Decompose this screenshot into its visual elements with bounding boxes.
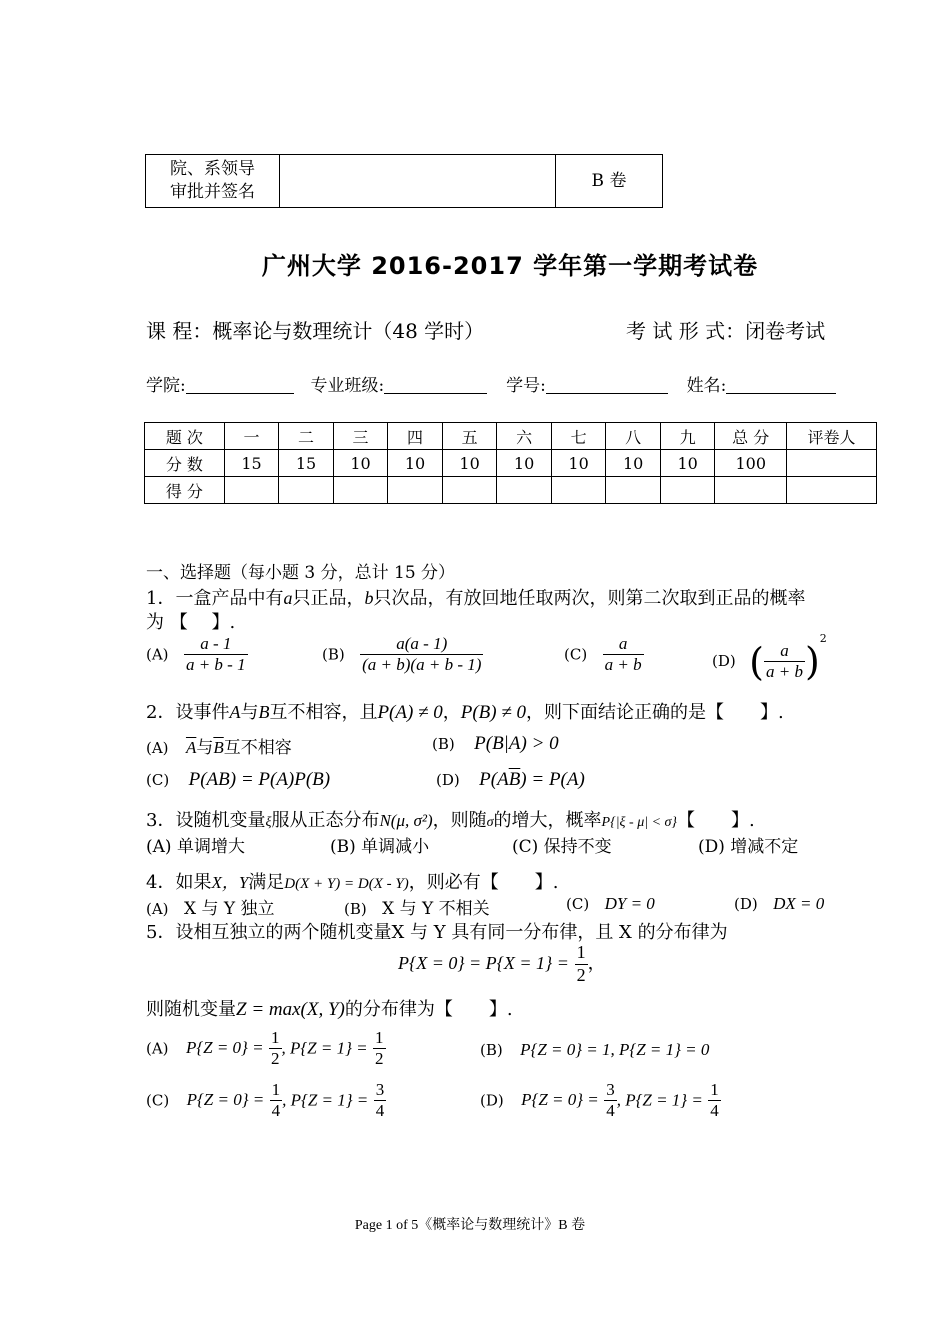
table-header: 评卷人: [787, 423, 877, 450]
approval-box: [145, 154, 663, 208]
score-input-cell[interactable]: [442, 477, 497, 504]
id-field[interactable]: [546, 393, 668, 394]
q3-option-a[interactable]: (A) 单调增大: [146, 837, 245, 857]
approval-label: 院、系领导 审批并签名: [146, 155, 280, 208]
q3-option-d[interactable]: (D) 增减不定: [698, 837, 799, 857]
table-header: 二: [279, 423, 334, 450]
id-label: 学号:: [506, 376, 546, 396]
table-header: 题 次: [145, 423, 225, 450]
question-3-stem: 3．设随机变量ξ服从正态分布N(μ, σ²)，则随σ的增大，概率P{|ξ - μ| < σ}【 】.: [146, 810, 755, 831]
q5-distribution-formula: P{X = 0} = P{X = 1} = $\frac{1}{2}$ ，: [398, 942, 606, 985]
q5-option-a[interactable]: (A) P{Z = 0} = $\frac{1}{2}$ , P{Z = 1} = $\frac{1}{2}$: [146, 1028, 384, 1069]
score-obtained-row: [145, 477, 877, 504]
table-cell: 10: [442, 450, 497, 477]
q5-option-c[interactable]: (C) P{Z = 0} = $\frac{1}{4}$ , P{Z = 1} = $\frac{3}{4}$: [146, 1080, 385, 1121]
table-cell: 10: [388, 450, 443, 477]
school-label: 学院:: [146, 376, 186, 396]
table-header: 七: [551, 423, 606, 450]
table-cell: 10: [660, 450, 715, 477]
score-input-cell[interactable]: [333, 477, 388, 504]
q4-option-c[interactable]: (C) DY = 0: [566, 894, 655, 913]
table-header: 五: [442, 423, 497, 450]
name-field[interactable]: [726, 393, 836, 394]
q4-option-b[interactable]: (B) X 与 Y 不相关: [344, 899, 490, 919]
q5-option-d[interactable]: (D) P{Z = 0} = $\frac{3}{4}$ , P{Z = 1} = $\frac{1}{4}$: [480, 1080, 719, 1121]
q2-option-a[interactable]: (A) $\overline{A}$与$\overline{B}$互不相容: [146, 738, 292, 758]
paper-version: B 卷: [556, 155, 663, 208]
name-label: 姓名:: [686, 376, 727, 396]
q3-option-c[interactable]: (C) 保持不变: [512, 837, 612, 857]
question-1-stem: 1．一盒产品中有a只正品，b只次品，有放回地任取两次，则第二次取到正品的概率: [146, 588, 806, 609]
table-cell: [787, 450, 877, 477]
table-header: 八: [606, 423, 661, 450]
exam-title: 广州大学 2016-2017 学年第一学期考试卷: [261, 252, 759, 280]
course-label: 课 程：: [146, 319, 213, 343]
major-field[interactable]: [384, 393, 487, 394]
page-footer: Page 1 of 5《概率论与数理统计》B 卷: [354, 1218, 586, 1233]
q4-option-a[interactable]: (A) X 与 Y 独立: [146, 899, 275, 919]
student-info-line: [146, 371, 836, 396]
table-cell: 15: [224, 450, 279, 477]
score-header-row: [145, 423, 877, 450]
section-title: 一、选择题（每小题 3 分，总计 15 分）: [146, 563, 456, 583]
exam-form-line: [626, 315, 825, 344]
q2-option-d[interactable]: (D) $P(A\overline{B}) = P(A)$: [436, 769, 585, 790]
table-header: 总 分: [715, 423, 787, 450]
score-input-cell[interactable]: [279, 477, 334, 504]
question-5-stem: 5．设相互独立的两个随机变量X 与 Y 具有同一分布律，且 X 的分布律为: [146, 922, 728, 943]
school-field[interactable]: [186, 393, 294, 394]
q3-option-b[interactable]: (B) 单调减小: [330, 837, 430, 857]
score-points-row: [145, 450, 877, 477]
score-input-cell[interactable]: [224, 477, 279, 504]
course-line: [146, 315, 484, 344]
question-1-stem-cont: 为 【 】.: [146, 612, 236, 633]
q2-option-c[interactable]: (C) P(AB) = P(A)P(B): [146, 769, 331, 790]
major-label: 专业班级:: [310, 376, 385, 396]
q1-option-d[interactable]: (D) ( $\frac{a}{a + b}$ )$^2$: [712, 632, 827, 684]
question-2-stem: 2．设事件A与B互不相容，且P(A) ≠ 0，P(B) ≠ 0，则下面结论正确的是【 】.: [146, 702, 784, 723]
score-input-cell[interactable]: [660, 477, 715, 504]
score-input-cell[interactable]: [388, 477, 443, 504]
question-5-stem-cont: 则随机变量Z = max(X, Y)的分布律为【 】.: [146, 999, 513, 1020]
row-label: 得 分: [145, 477, 225, 504]
table-cell: 10: [497, 450, 552, 477]
question-4-stem: 4．如果X，Y满足D(X + Y) = D(X - Y)，则必有【 】.: [146, 872, 559, 893]
approval-signature-cell: [280, 155, 556, 208]
exam-form-label: 考 试 形 式：: [626, 319, 746, 343]
score-input-cell[interactable]: [551, 477, 606, 504]
score-input-cell[interactable]: [606, 477, 661, 504]
score-table: [144, 422, 877, 504]
table-cell: 10: [606, 450, 661, 477]
score-input-cell[interactable]: [497, 477, 552, 504]
table-cell: 15: [279, 450, 334, 477]
table-header: 六: [497, 423, 552, 450]
table-cell: 100: [715, 450, 787, 477]
q4-option-d[interactable]: (D) DX = 0: [734, 894, 825, 913]
score-input-cell[interactable]: [715, 477, 787, 504]
q1-option-c[interactable]: (C) $\frac{a}{a + b}$: [564, 634, 642, 675]
table-cell: 10: [333, 450, 388, 477]
table-header: 四: [388, 423, 443, 450]
table-header: 一: [224, 423, 279, 450]
q2-option-b[interactable]: (B) P(B|A) > 0: [432, 733, 559, 754]
row-label: 分 数: [145, 450, 225, 477]
table-cell: 10: [551, 450, 606, 477]
course-name: 概率论与数理统计（48 学时）: [212, 319, 485, 343]
q1-option-a[interactable]: (A) $\frac{a - 1}{a + b - 1}$: [146, 634, 246, 675]
table-header: 三: [333, 423, 388, 450]
exam-form: 闭卷考试: [745, 319, 826, 343]
q5-option-b[interactable]: (B) P{Z = 0} = 1, P{Z = 1} = 0: [480, 1040, 710, 1059]
score-input-cell[interactable]: [787, 477, 877, 504]
table-header: 九: [660, 423, 715, 450]
q1-option-b[interactable]: (B) $\frac{a(a - 1)}{(a + b)(a + b - 1)}$: [322, 634, 482, 675]
